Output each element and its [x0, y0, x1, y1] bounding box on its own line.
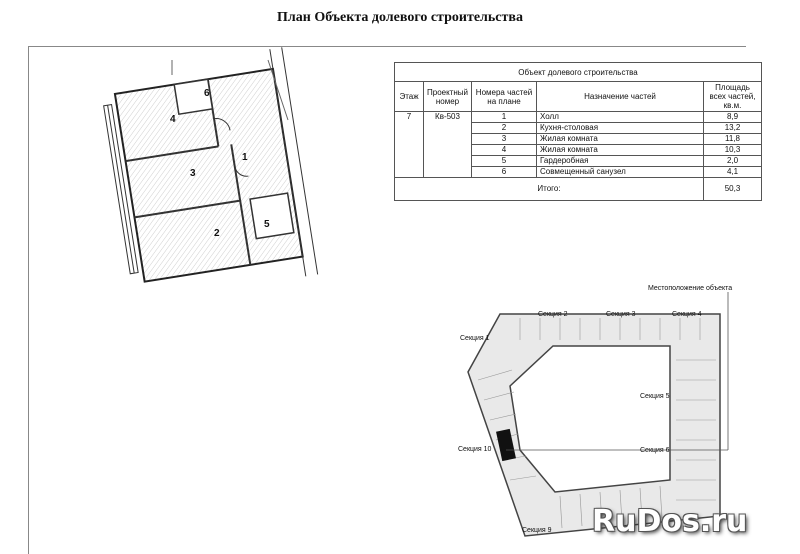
purpose-cell: Кухня-столовая — [537, 123, 704, 134]
room-label-2: 2 — [214, 228, 220, 239]
part-number-cell: 6 — [472, 167, 537, 178]
purpose-cell: Жилая комната — [537, 145, 704, 156]
room-label-4: 4 — [170, 114, 176, 125]
purpose-cell: Холл — [537, 112, 704, 123]
room-label-5: 5 — [264, 219, 270, 230]
location-label: Местоположение объекта — [648, 285, 733, 292]
area-cell: 4,1 — [704, 167, 762, 178]
header-purpose: Назначение частей — [537, 82, 704, 112]
floor-cell: 7 — [395, 112, 424, 178]
room-label-6: 6 — [204, 88, 210, 99]
area-cell: 13,2 — [704, 123, 762, 134]
purpose-cell: Совмещенный санузел — [537, 167, 704, 178]
part-number-cell: 3 — [472, 134, 537, 145]
purpose-cell: Жилая комната — [537, 134, 704, 145]
part-number-cell: 4 — [472, 145, 537, 156]
total-label: Итого: — [395, 178, 704, 201]
area-cell: 11,8 — [704, 134, 762, 145]
project-number-cell: Кв-503 — [424, 112, 472, 178]
part-number-cell: 2 — [472, 123, 537, 134]
section-label-4: Секция 4 — [672, 311, 702, 318]
header-floor: Этаж — [395, 82, 424, 112]
apartment-plan — [99, 47, 318, 303]
area-cell: 8,9 — [704, 112, 762, 123]
header-part-numbers: Номера частей на плане — [472, 82, 537, 112]
watermark-logo: RuDos.ru — [592, 504, 748, 539]
section-label-9: Секция 9 — [522, 527, 552, 534]
page-title: План Объекта долевого строительства — [277, 10, 523, 25]
header-project-number: Проектный номер — [424, 82, 472, 112]
area-cell: 2,0 — [704, 156, 762, 167]
section-label-1: Секция 1 — [460, 335, 490, 342]
section-label-6: Секция 6 — [640, 447, 670, 454]
total-value: 50,3 — [704, 178, 762, 201]
room-label-3: 3 — [190, 168, 196, 179]
section-label-2: Секция 2 — [538, 311, 568, 318]
table-caption: Объект долевого строительства — [395, 63, 762, 82]
part-number-cell: 5 — [472, 156, 537, 167]
area-cell: 10,3 — [704, 145, 762, 156]
header-area: Площадь всех частей, кв.м. — [704, 82, 762, 112]
part-number-cell: 1 — [472, 112, 537, 123]
room-label-1: 1 — [242, 152, 248, 163]
section-label-5: Секция 5 — [640, 393, 670, 400]
wardrobe-block — [250, 193, 294, 238]
site-plan — [468, 292, 728, 536]
section-label-10: Секция 10 — [458, 446, 492, 453]
purpose-cell: Гардеробная — [537, 156, 704, 167]
section-label-3: Секция 3 — [606, 311, 636, 318]
